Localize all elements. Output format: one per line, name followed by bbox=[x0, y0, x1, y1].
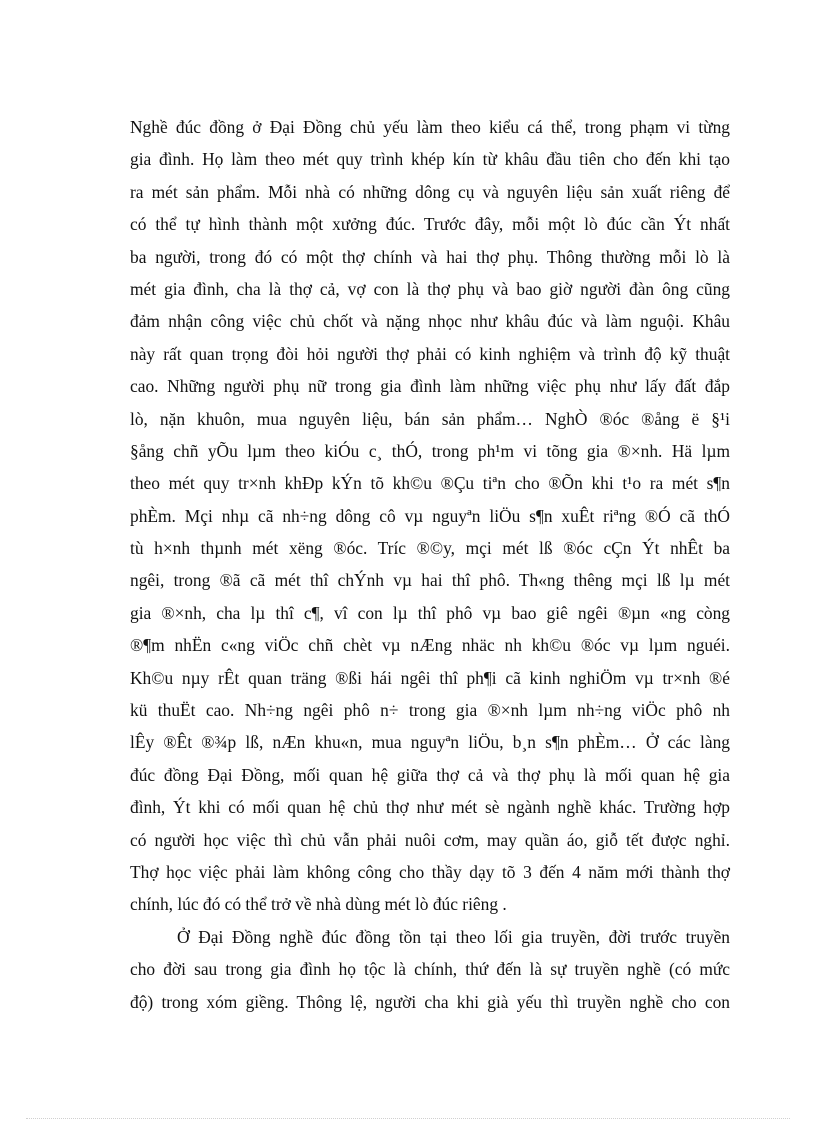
text-line: Kh©u nµy rÊt quan träng ®ßi hái ngêi thî ph¶i cã kinh nghiÖm vµ tr×nh ®é bbox=[130, 667, 730, 688]
paragraph-2 bbox=[130, 921, 730, 1018]
text-line: đúc đồng Đại Đồng, mối quan hệ giữa thợ cả và thợ phụ là mối quan hệ gia bbox=[130, 764, 730, 785]
text-line: phÈm. Mçi nhµ cã nh÷ng dông cô vµ nguyªn liÖu s¶n xuÊt riªng ®Ó cã thÓ bbox=[130, 505, 730, 526]
text-line: tù h×nh thµnh mét xëng ®óc. Tríc ®©y, mçi mét lß ®óc cÇn Ýt nhÊt ba bbox=[130, 538, 730, 559]
text-line: này rất quan trọng đòi hỏi người thợ phải có kinh nghiệm và trình độ kỹ thuật bbox=[130, 343, 730, 364]
text-line: lò, nặn khuôn, mua nguyên liệu, bán sản phẩm… NghÒ ®óc ®ång ë §¹i bbox=[130, 408, 730, 429]
text-line: có người học việc thì chủ vẫn phải nuôi cơm, may quần áo, giỗ tết được nghỉ. bbox=[130, 829, 730, 850]
text-line: ®¶m nhËn c«ng viÖc chñ chèt vµ nÆng nhäc nh kh©u ®óc vµ lµm nguéi. bbox=[130, 635, 730, 656]
text-line: Ở Đại Đồng nghề đúc đồng tồn tại theo lối gia truyền, đời trước truyền bbox=[177, 926, 730, 947]
text-line: ra mét sản phẩm. Mỗi nhà có những dông cụ và nguyên liệu sản xuất riêng để bbox=[130, 181, 730, 202]
text-line: có thể tự hình thành một xưởng đúc. Trước đây, mỗi một lò đúc cần Ýt nhất bbox=[130, 214, 730, 235]
text-line: theo mét quy tr×nh khÐp kÝn tõ kh©u ®Çu tiªn cho ®Õn khi t¹o ra mét s¶n bbox=[130, 473, 730, 494]
text-line: mét gia đình, cha là thợ cả, vợ con là thợ phụ và bao giờ người đàn ông cũng bbox=[130, 278, 730, 299]
text-line: §ång chñ yÕu lµm theo kiÓu c¸ thÓ, trong ph¹m vi tõng gia ®×nh. Hä lµm bbox=[130, 440, 730, 461]
body-text bbox=[130, 111, 730, 1018]
text-line: lÊy ®Êt ®¾p lß, nÆn khu«n, mua nguyªn liÖu, b¸n s¶n phÈm… Ở các làng bbox=[130, 732, 730, 753]
text-line: cho đời sau trong gia đình họ tộc là chính, thứ đến là sự truyền nghề (có mức bbox=[130, 959, 730, 980]
text-line: đình, Ýt khi có mối quan hệ chủ thợ như mét sè ngành nghề khác. Trường hợp bbox=[130, 797, 730, 818]
text-line: độ) trong xóm giềng. Thông lệ, người cha khi già yếu thì truyền nghề cho con bbox=[130, 991, 730, 1012]
text-line: gia ®×nh, cha lµ thî c¶, vî con lµ thî phô vµ bao giê ngêi ®µn «ng còng bbox=[130, 602, 730, 623]
text-line: ngêi, trong ®ã cã mét thî chÝnh vµ hai thî phô. Th«ng thêng mçi lß lµ mét bbox=[130, 570, 730, 591]
page-bottom-divider bbox=[26, 1118, 790, 1119]
text-line: Nghề đúc đồng ở Đại Đồng chủ yếu làm theo kiểu cá thể, trong phạm vi từng bbox=[130, 117, 730, 137]
paragraph-1 bbox=[130, 111, 730, 921]
text-line: gia đình. Họ làm theo mét quy trình khép kín từ khâu đầu tiên cho đến khi tạo bbox=[130, 149, 730, 170]
text-line: chính, lúc đó có thể trở về nhà dùng mét lò đúc riêng . bbox=[130, 894, 507, 915]
text-line: đảm nhận công việc chủ chốt và nặng nhọc như khâu đúc và làm nguội. Khâu bbox=[130, 311, 730, 332]
text-line: ba người, trong đó có một thợ chính và hai thợ phụ. Thông thường mỗi lò là bbox=[130, 246, 730, 267]
text-line: kü thuËt cao. Nh÷ng ngêi phô n÷ trong gia ®×nh lµm nh÷ng viÖc phô nh bbox=[130, 700, 730, 721]
text-line: Thợ học việc phải làm không công cho thầy dạy tõ 3 đến 4 năm mới thành thợ bbox=[130, 861, 730, 882]
text-line: cao. Những người phụ nữ trong gia đình làm những việc phụ như lấy đất đắp bbox=[130, 376, 730, 397]
